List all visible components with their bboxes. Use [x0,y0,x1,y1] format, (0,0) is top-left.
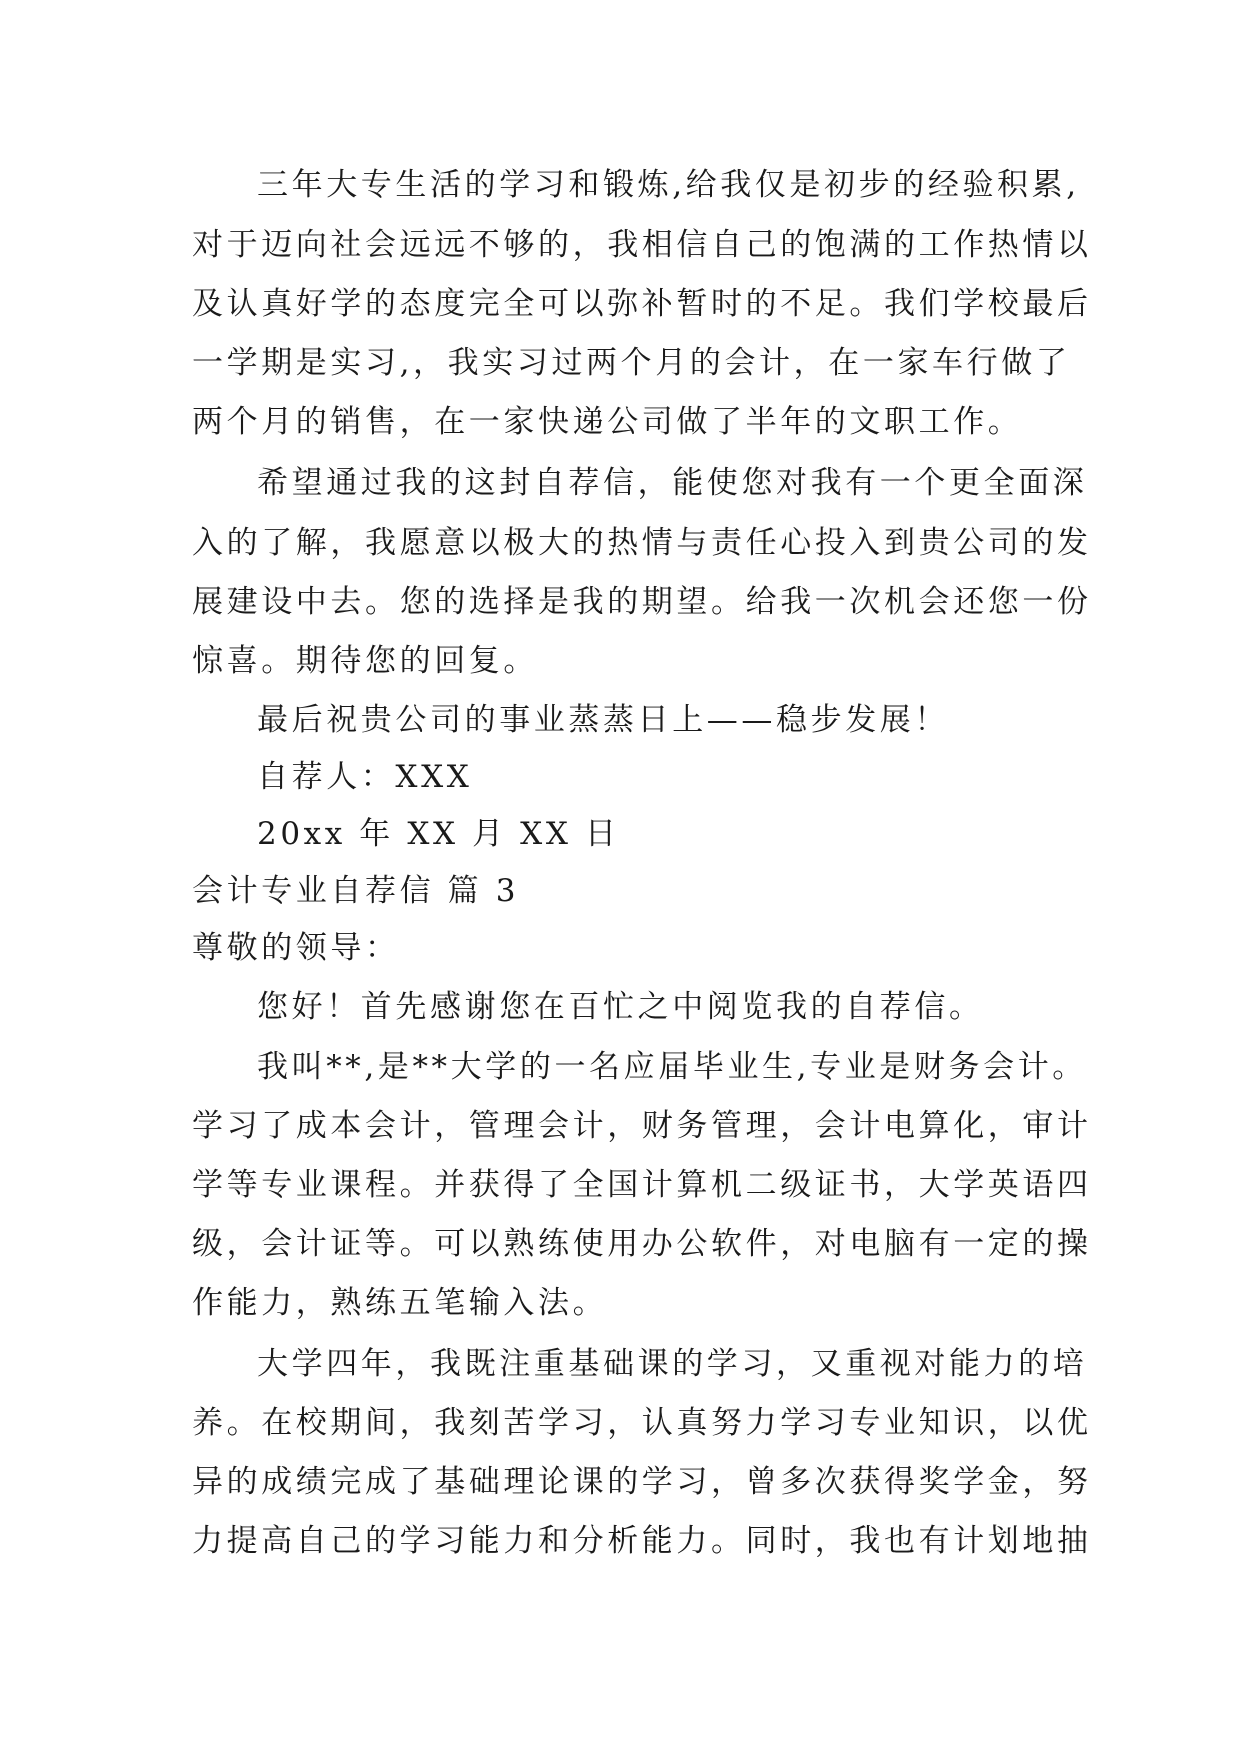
paragraph-line: 大学四年，我既注重基础课的学习，又重视对能力的培 [257,1346,1088,1382]
paragraph-line: 两个月的销售，在一家快递公司做了半年的文职工作。 [192,404,1023,440]
paragraph-line: 异的成绩完成了基础理论课的学习，曾多次获得奖学金，努 [192,1464,1092,1500]
paragraph-line: 惊喜。期待您的回复。 [192,643,538,679]
paragraph-line: 展建设中去。您的选择是我的期望。给我一次机会还您一份 [192,584,1092,620]
paragraph-line: 一学期是实习,，我实习过两个月的会计，在一家车行做了 [192,345,1071,381]
date-line: 20xx 年 XX 月 XX 日 [257,816,620,852]
paragraph-line: 我叫**,是**大学的一名应届毕业生,专业是财务会计。 [257,1049,1087,1085]
paragraph-line: 入的了解，我愿意以极大的热情与责任心投入到贵公司的发 [192,525,1092,561]
paragraph-line: 学习了成本会计，管理会计，财务管理，会计电算化，审计 [192,1108,1092,1144]
closing-line: 最后祝贵公司的事业蒸蒸日上——稳步发展！ [257,702,949,738]
paragraph-line: 级，会计证等。可以熟练使用办公软件，对电脑有一定的操 [192,1226,1092,1262]
paragraph-line: 学等专业课程。并获得了全国计算机二级证书，大学英语四 [192,1167,1092,1203]
paragraph-line: 作能力，熟练五笔输入法。 [192,1285,608,1321]
paragraph-line: 力提高自己的学习能力和分析能力。同时，我也有计划地抽 [192,1523,1092,1559]
paragraph-line: 三年大专生活的学习和锻炼,给我仅是初步的经验积累, [257,167,1080,203]
paragraph-line: 对于迈向社会远远不够的，我相信自己的饱满的工作热情以 [192,227,1092,263]
section-title: 会计专业自荐信 篇 3 [192,873,520,909]
paragraph-line: 及认真好学的态度完全可以弥补暂时的不足。我们学校最后 [192,286,1092,322]
paragraph-line: 希望通过我的这封自荐信，能使您对我有一个更全面深 [257,465,1088,501]
salutation: 尊敬的领导： [192,930,400,966]
signature-line: 自荐人：XXX [257,759,473,795]
paragraph-line: 养。在校期间，我刻苦学习，认真努力学习专业知识，以优 [192,1405,1092,1441]
paragraph-line: 您好！首先感谢您在百忙之中阅览我的自荐信。 [257,989,984,1025]
